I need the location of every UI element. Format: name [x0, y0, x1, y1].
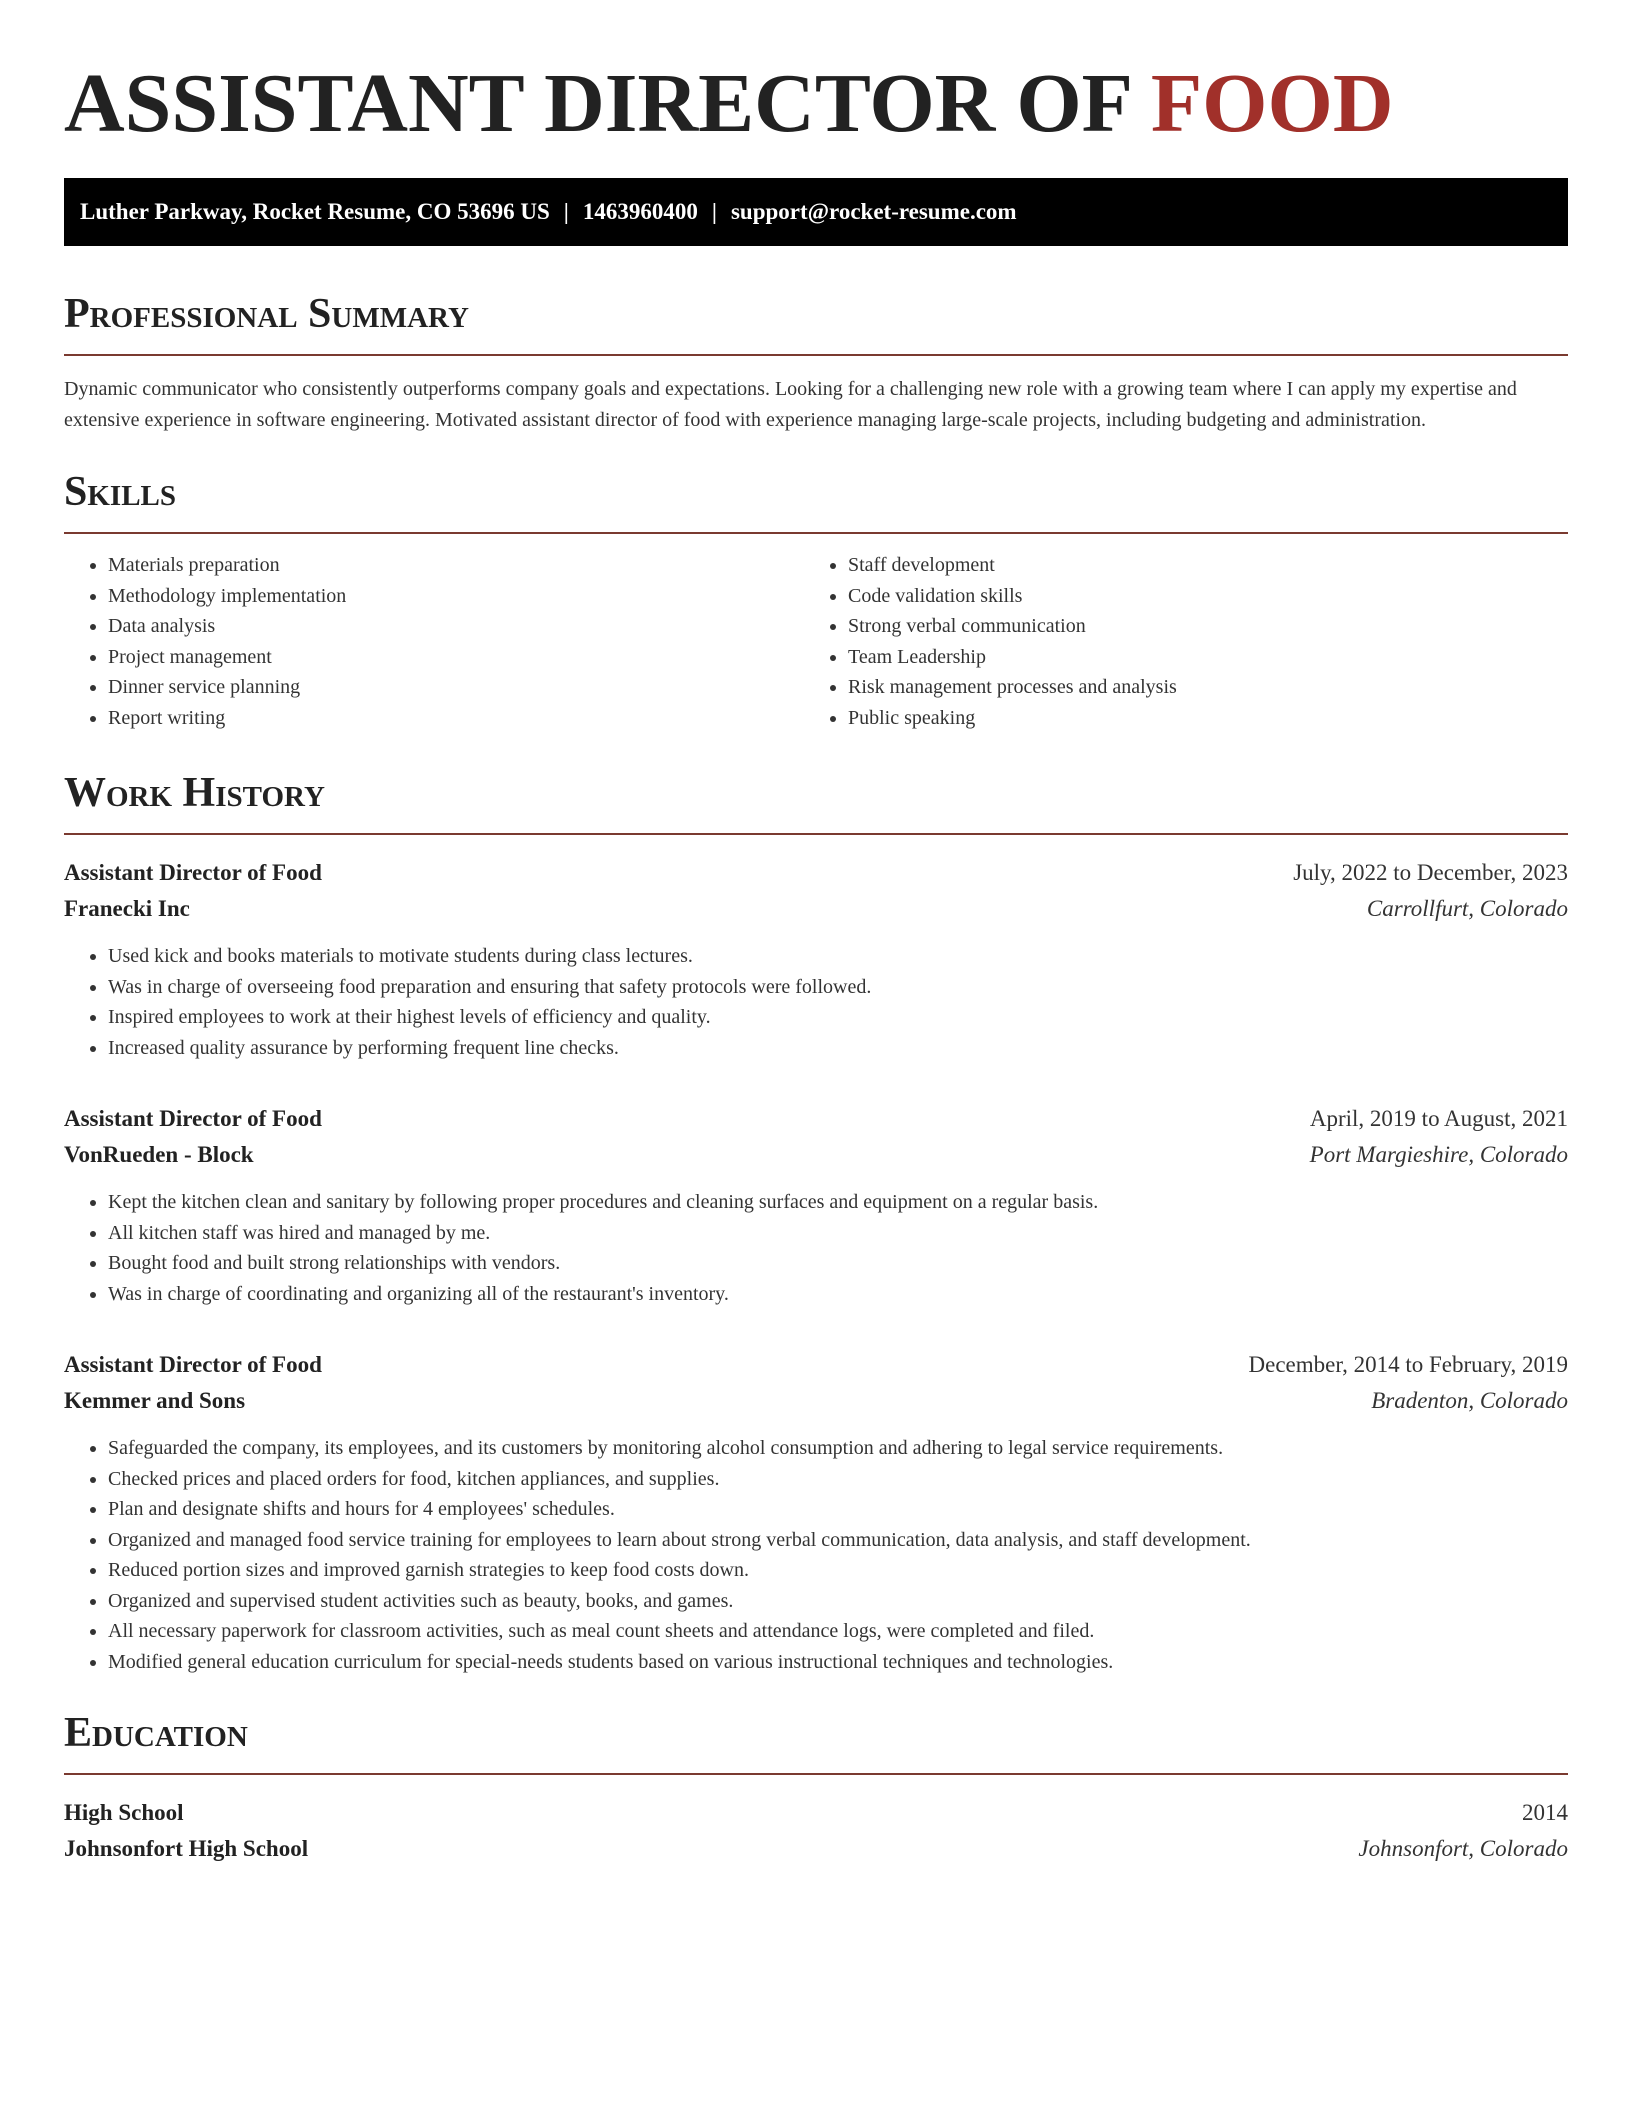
job-duty: • Bought food and built strong relationships with vendors. [108, 1248, 1568, 1279]
summary-text: Dynamic communicator who consistently outperforms company goals and expectations. Looking for a challenging new role with a growing team where I can apply my expertise and extensive experience in software engineering. Motivated assistant director of food with experience managing large-scale projects, including budgeting and administration. [64, 378, 1517, 431]
skill-item: • Dinner service planning [108, 672, 804, 703]
job-duty: • Kept the kitchen clean and sanitary by following proper procedures and cleaning surfaces and equipment on a regular basis. [108, 1187, 1568, 1218]
education-header-row [64, 1795, 1568, 1831]
job-duty: • Safeguarded the company, its employees, and its customers by monitoring alcohol consumption and adhering to legal service requirements. [108, 1433, 1568, 1464]
contact-address: Luther Parkway, Rocket Resume, CO 53696 US [80, 199, 550, 224]
contact-bar [64, 178, 1568, 246]
skill-item: • Strong verbal communication [848, 611, 1568, 642]
job-header-row [64, 855, 1568, 891]
skill-item: • Team Leadership [848, 642, 1568, 673]
education-heading: Education [64, 1710, 248, 1756]
job-company: Franecki Inc [64, 896, 190, 921]
name-main: ASSISTANT DIRECTOR OF [64, 57, 1130, 150]
education-entry [64, 1795, 1568, 1867]
name-accent: FOOD [1150, 57, 1394, 150]
job-company: VonRueden - Block [64, 1142, 254, 1167]
job-dates: April, 2019 to August, 2021 [1309, 1106, 1568, 1131]
job-duty: • Plan and designate shifts and hours for 4 employees' schedules. [108, 1494, 1568, 1525]
job-location: Port Margieshire, Colorado [1309, 1142, 1568, 1167]
job-duty: • Increased quality assurance by performing frequent line checks. [108, 1033, 1568, 1064]
section-divider [64, 833, 1568, 835]
skill-item: • Methodology implementation [108, 581, 804, 612]
education-school: Johnsonfort High School [64, 1836, 309, 1861]
skill-item: • Report writing [108, 703, 804, 734]
job-duty: • All necessary paperwork for classroom activities, such as meal count sheets and attendance logs, were completed and filed. [108, 1616, 1568, 1647]
job-duties [64, 1187, 1568, 1309]
skill-item: • Code validation skills [848, 581, 1568, 612]
skill-item: • Risk management processes and analysis [848, 672, 1568, 703]
skills-list [64, 550, 1568, 733]
resume-name-heading [64, 50, 1568, 158]
job-entry [64, 1101, 1568, 1309]
job-company: Kemmer and Sons [64, 1388, 246, 1413]
contact-separator: | [563, 199, 569, 224]
skills-heading: Skills [64, 469, 177, 515]
job-duties [64, 1433, 1568, 1677]
job-header-row [64, 1347, 1568, 1383]
education-degree: High School [64, 1800, 184, 1825]
skill-item: • Staff development [848, 550, 1568, 581]
education-year: 2014 [1522, 1800, 1568, 1825]
skills-column-right [804, 550, 1568, 733]
job-company-row [64, 891, 1568, 927]
job-dates: December, 2014 to February, 2019 [1248, 1352, 1568, 1377]
job-duty: • Checked prices and placed orders for food, kitchen appliances, and supplies. [108, 1464, 1568, 1495]
summary-heading: Professional Summary [64, 291, 469, 337]
job-duty: • Used kick and books materials to motivate students during class lectures. [108, 941, 1568, 972]
job-duties [64, 941, 1568, 1063]
section-divider [64, 1773, 1568, 1775]
job-location: Bradenton, Colorado [1371, 1388, 1568, 1413]
section-divider [64, 354, 1568, 356]
job-duty: • Organized and supervised student activities such as beauty, books, and games. [108, 1586, 1568, 1617]
education-school-row [64, 1831, 1568, 1867]
job-duty: • Modified general education curriculum for special-needs students based on various instructional techniques and technologies. [108, 1647, 1568, 1678]
job-dates: July, 2022 to December, 2023 [1293, 860, 1568, 885]
job-duty: • Organized and managed food service training for employees to learn about strong verbal communication, data analysis, and staff development. [108, 1525, 1568, 1556]
job-title: Assistant Director of Food [64, 1106, 322, 1131]
job-entry [64, 855, 1568, 1063]
job-location: Carrollfurt, Colorado [1366, 896, 1568, 921]
job-duty: • Reduced portion sizes and improved garnish strategies to keep food costs down. [108, 1555, 1568, 1586]
job-entry [64, 1347, 1568, 1677]
skill-item: • Data analysis [108, 611, 804, 642]
section-divider [64, 532, 1568, 534]
job-duty: • Was in charge of overseeing food preparation and ensuring that safety protocols were followed. [108, 972, 1568, 1003]
contact-phone: 1463960400 [582, 199, 698, 224]
job-company-row [64, 1137, 1568, 1173]
job-title: Assistant Director of Food [64, 1352, 322, 1377]
work-history-heading: Work History [64, 770, 325, 816]
job-header-row [64, 1101, 1568, 1137]
job-title: Assistant Director of Food [64, 860, 322, 885]
job-duty: • All kitchen staff was hired and managed by me. [108, 1218, 1568, 1249]
job-company-row [64, 1383, 1568, 1419]
skill-item: • Public speaking [848, 703, 1568, 734]
education-location: Johnsonfort, Colorado [1358, 1836, 1568, 1861]
skill-item: • Materials preparation [108, 550, 804, 581]
skills-column-left [64, 550, 804, 733]
contact-separator: | [711, 199, 717, 224]
skill-item: • Project management [108, 642, 804, 673]
job-duty: • Was in charge of coordinating and organizing all of the restaurant's inventory. [108, 1279, 1568, 1310]
job-duty: • Inspired employees to work at their highest levels of efficiency and quality. [108, 1002, 1568, 1033]
contact-email: support@rocket-resume.com [730, 199, 1017, 224]
